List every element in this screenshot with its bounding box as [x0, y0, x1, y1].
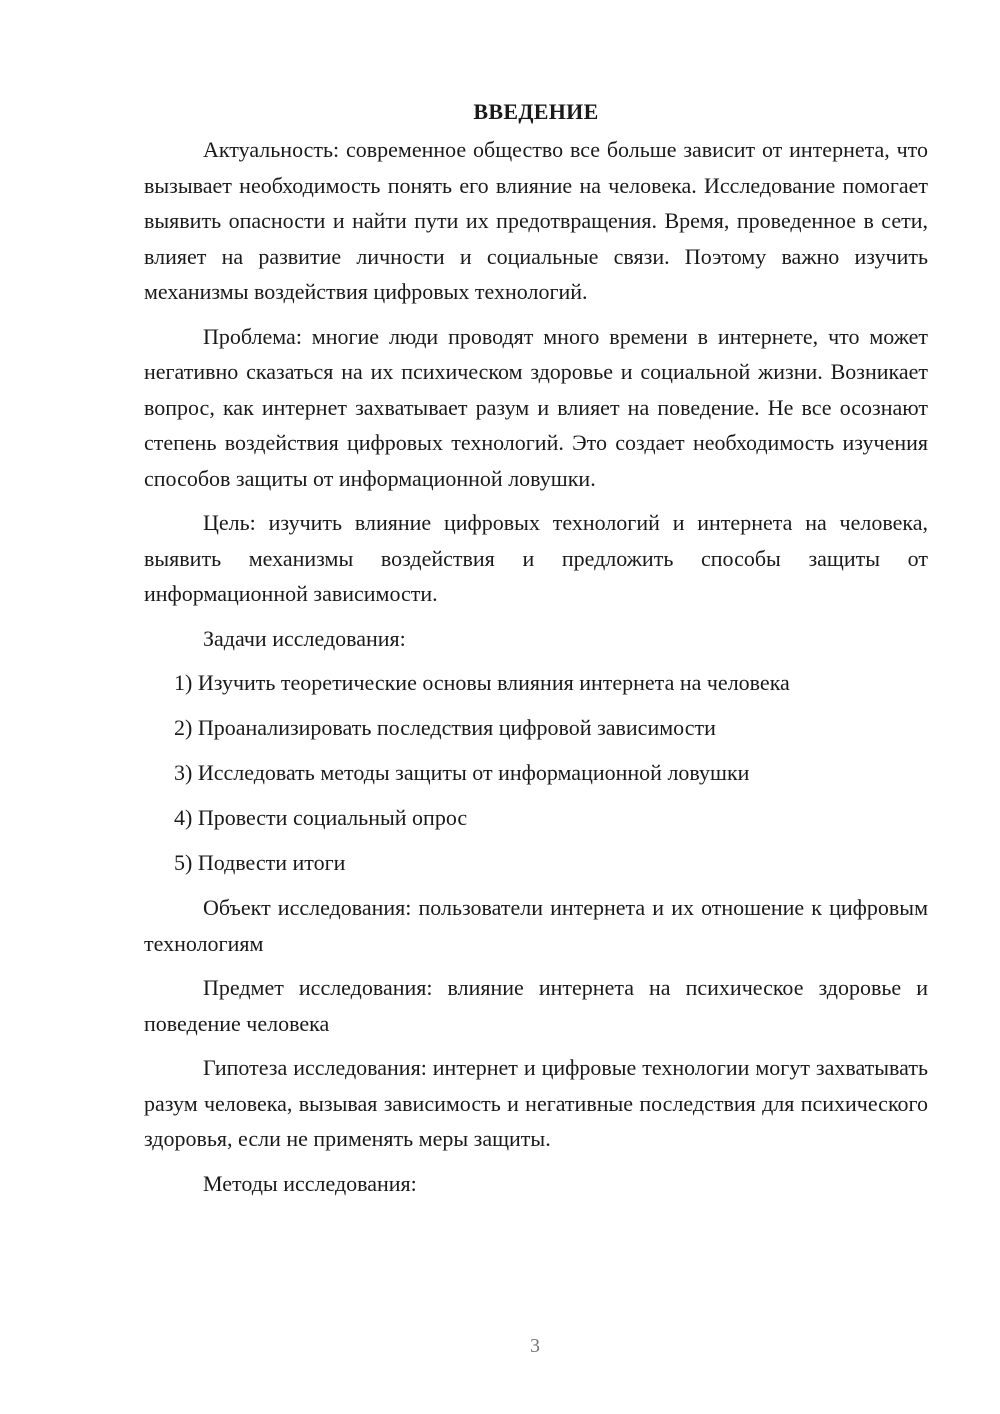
hypothesis-paragraph: Гипотеза исследования: интернет и цифровые технологии могут захватывать разум человека, вызывая зависимость и негативные последствия для психического здоровья, если не применять меры защиты.	[144, 1055, 928, 1151]
task-item-5: 5) Подвести итоги	[174, 850, 346, 875]
tasks-list	[144, 665, 928, 881]
subject-paragraph: Предмет исследования: влияние интернета на психическое здоровье и поведение человека	[144, 975, 928, 1036]
page-content	[144, 94, 928, 1210]
methods-title: Методы исследования:	[203, 1170, 417, 1196]
page-number: 3	[530, 1335, 540, 1357]
task-item-2: 2) Проанализировать последствия цифровой зависимости	[174, 715, 716, 740]
page-title: ВВЕДЕНИЕ	[473, 99, 599, 124]
task-item-3: 3) Исследовать методы защиты от информационной ловушки	[174, 760, 750, 785]
task-item-1: 1) Изучить теоретические основы влияния интернета на человека	[174, 670, 790, 695]
tasks-title: Задачи исследования:	[203, 625, 406, 651]
task-item-4: 4) Провести социальный опрос	[174, 805, 468, 830]
goal-paragraph: Цель: изучить влияние цифровых технологий и интернета на человека, выявить механизмы воздействия и предложить способы защиты от информационной зависимости.	[144, 510, 928, 606]
relevance-paragraph: Актуальность: современное общество все больше зависит от интернета, что вызывает необходимость понять его влияние на человека. Исследование помогает выявить опасности и найти пути их предотвращения. Время, проведенное в сети, влияет на развитие личности и социальные связи. Поэтому важно изучить механизмы воздействия цифровых технологий.	[144, 137, 928, 304]
object-paragraph: Объект исследования: пользователи интернета и их отношение к цифровым технологиям	[144, 895, 928, 956]
problem-paragraph: Проблема: многие люди проводят много времени в интернете, что может негативно сказаться на их психическом здоровье и социальной жизни. Возникает вопрос, как интернет захватывает разум и влияет на поведение. Не все осознают степень воздействия цифровых технологий. Это создает необходимость изучения способов защиты от информационной ловушки.	[144, 323, 928, 491]
